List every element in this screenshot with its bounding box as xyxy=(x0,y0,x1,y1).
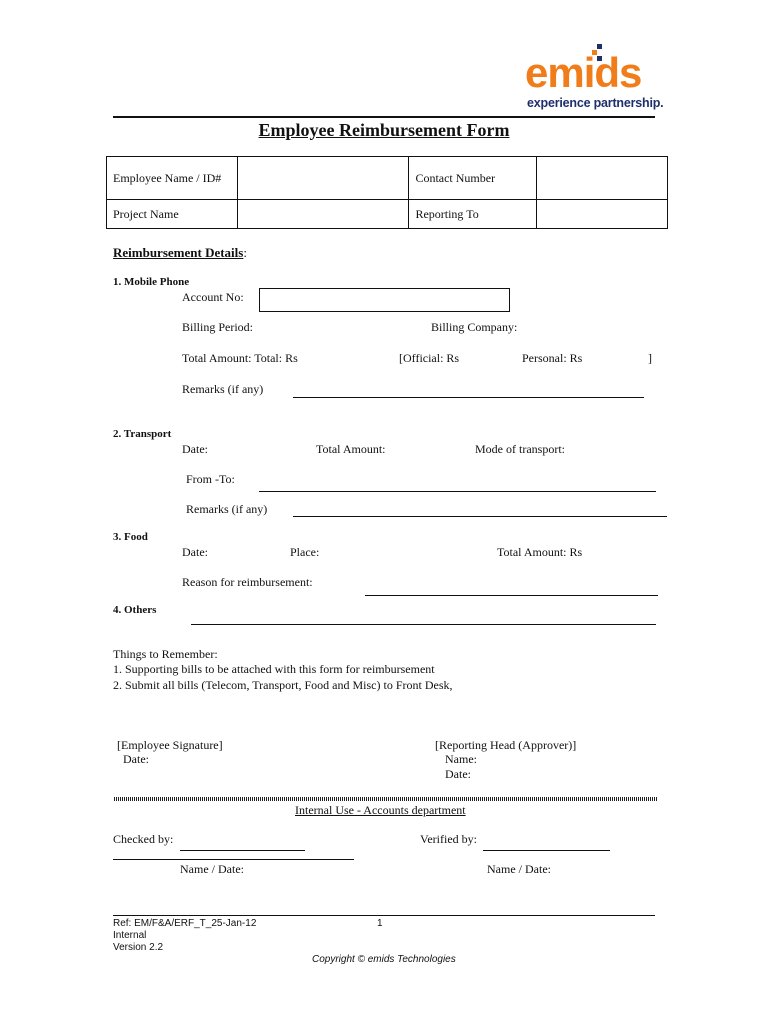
details-heading-text: Reimbursement Details xyxy=(113,245,244,260)
remember-item-2: 2. Submit all bills (Telecom, Transport, Food and Misc) to Front Desk, xyxy=(113,678,453,692)
project-name-label: Project Name xyxy=(107,200,238,229)
food-heading: 3. Food xyxy=(113,531,148,543)
logo-wordmark: emids xyxy=(525,49,642,96)
transport-remarks-line[interactable] xyxy=(293,516,667,517)
food-reason-label: Reason for reimbursement: xyxy=(182,575,313,589)
footer-copyright: Copyright © emids Technologies xyxy=(312,954,456,965)
section-divider xyxy=(114,797,657,801)
others-line[interactable] xyxy=(191,624,656,625)
checked-by-signature-line[interactable] xyxy=(113,859,354,860)
reporting-to-field[interactable] xyxy=(537,200,668,229)
transport-total-amount-label: Total Amount: xyxy=(316,442,386,456)
header-rule xyxy=(113,116,655,118)
verified-by-label: Verified by: xyxy=(420,832,477,846)
contact-number-field[interactable] xyxy=(537,157,668,200)
contact-number-label: Contact Number xyxy=(409,157,537,200)
name-date-right-label: Name / Date: xyxy=(487,862,551,876)
checked-by-label: Checked by: xyxy=(113,832,174,846)
food-total-amount-label: Total Amount: Rs xyxy=(497,545,583,559)
checked-by-line[interactable] xyxy=(180,850,305,851)
billing-period-label: Billing Period: xyxy=(182,320,254,334)
account-no-field[interactable] xyxy=(259,288,510,312)
mobile-total-amount-label: Total Amount: Total: Rs xyxy=(182,351,298,365)
transport-date-label: Date: xyxy=(182,442,208,456)
employee-info-table xyxy=(106,156,668,229)
remember-heading: Things to Remember: xyxy=(113,647,218,661)
mobile-remarks-line[interactable] xyxy=(293,397,644,398)
transport-remarks-label: Remarks (if any) xyxy=(186,502,268,516)
transport-mode-label: Mode of transport: xyxy=(475,442,565,456)
footer-version: Version 2.2 xyxy=(113,942,164,953)
close-bracket: ] xyxy=(648,351,652,365)
reporting-to-label: Reporting To xyxy=(409,200,537,229)
footer-page-number: 1 xyxy=(377,918,383,929)
internal-use-heading: Internal Use - Accounts department xyxy=(295,803,466,817)
details-heading-colon: : xyxy=(243,245,247,260)
form-title: Employee Reimbursement Form xyxy=(258,120,510,140)
from-to-line[interactable] xyxy=(259,491,656,492)
transport-heading: 2. Transport xyxy=(113,428,172,440)
employee-name-label: Employee Name / ID# xyxy=(107,157,238,200)
official-amount-label: [Official: Rs xyxy=(399,351,460,365)
approver-date-label: Date: xyxy=(445,767,471,781)
mobile-remarks-label: Remarks (if any) xyxy=(182,382,264,396)
employee-signature-label: [Employee Signature] xyxy=(117,738,223,752)
footer-rule xyxy=(113,915,655,916)
employee-name-field[interactable] xyxy=(237,157,409,200)
name-date-left-label: Name / Date: xyxy=(180,862,244,876)
approver-name-label: Name: xyxy=(445,752,477,766)
billing-company-label: Billing Company: xyxy=(431,320,518,334)
logo-tagline: experience partnership. xyxy=(527,96,664,110)
from-to-label: From -To: xyxy=(186,472,235,486)
food-reason-line[interactable] xyxy=(365,595,658,596)
project-name-field[interactable] xyxy=(237,200,409,229)
remember-item-1: 1. Supporting bills to be attached with this form for reimbursement xyxy=(113,662,435,676)
footer-ref: Ref: EM/F&A/ERF_T_25-Jan-12 xyxy=(113,918,257,929)
approver-signature-label: [Reporting Head (Approver)] xyxy=(435,738,577,752)
account-no-label: Account No: xyxy=(182,290,244,304)
verified-by-line[interactable] xyxy=(483,850,610,851)
personal-amount-label: Personal: Rs xyxy=(522,351,583,365)
mobile-phone-heading: 1. Mobile Phone xyxy=(113,276,190,288)
employee-signature-date: Date: xyxy=(123,752,149,766)
others-heading: 4. Others xyxy=(113,604,157,616)
food-place-label: Place: xyxy=(290,545,320,559)
food-date-label: Date: xyxy=(182,545,208,559)
footer-classification: Internal xyxy=(113,930,147,941)
details-heading xyxy=(113,245,247,261)
